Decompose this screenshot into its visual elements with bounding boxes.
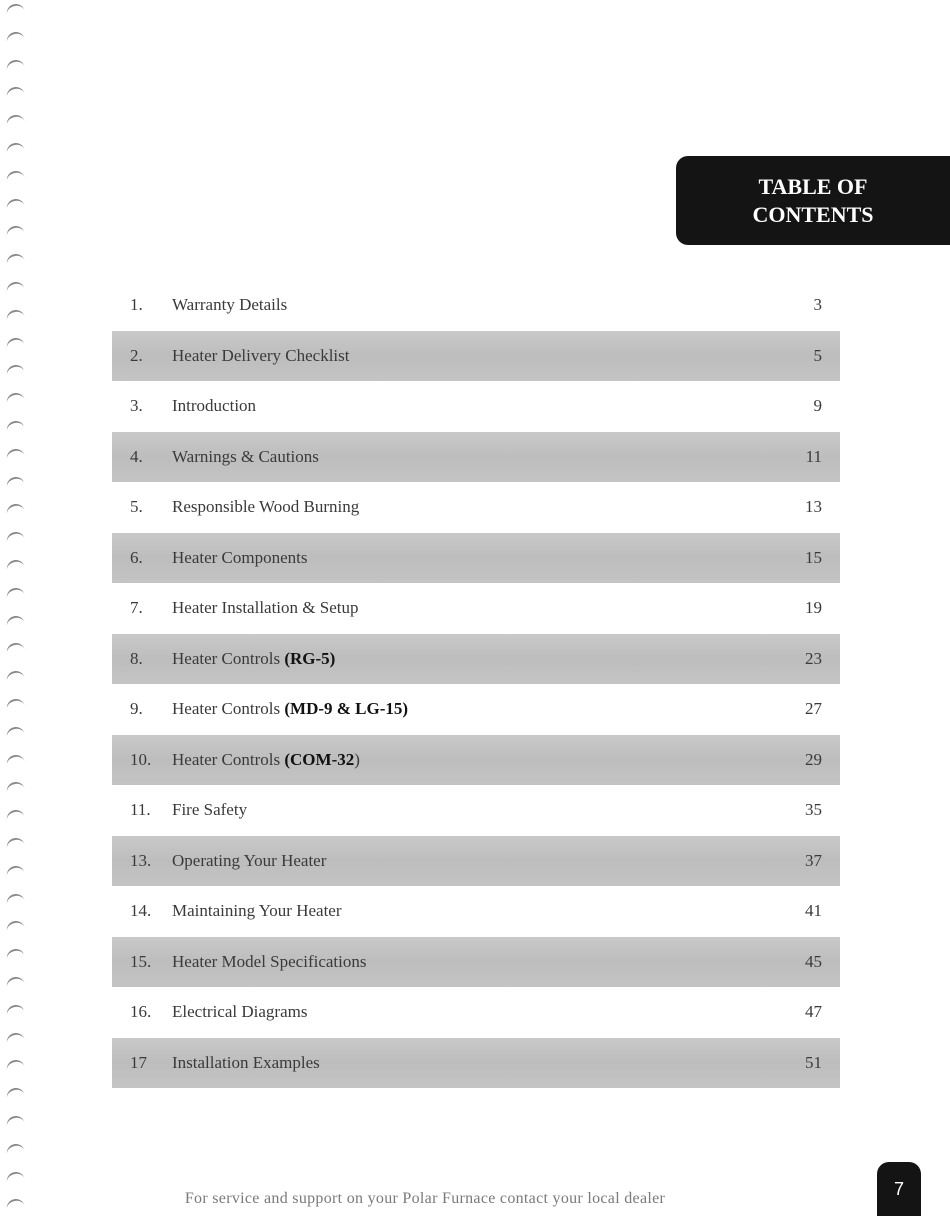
toc-title [172,750,360,770]
toc-title-text: Electrical Diagrams [172,1002,308,1022]
toc-number: 3. [130,396,143,416]
toc-number: 16. [130,1002,152,1022]
toc-number: 9. [130,699,143,719]
toc-title [172,851,326,871]
toc-page-number: 23 [805,648,822,668]
binding-ring [5,530,25,544]
binding-ring [5,30,25,44]
toc-page-number: 35 [805,800,822,820]
binding-ring [5,1031,25,1045]
binding-ring [5,391,25,405]
binding-ring [5,1142,25,1156]
binding-ring [5,503,25,517]
toc-row[interactable] [112,785,840,836]
toc-title-model: (COM-32 [284,749,355,769]
binding-ring [5,975,25,989]
toc-title [172,1053,320,1073]
toc-page-number: 27 [805,699,822,719]
toc-number: 10. [130,749,152,769]
toc-number: 13. [130,850,152,870]
binding-ring [5,808,25,822]
toc-page-number: 19 [805,598,822,618]
section-title-tab [676,156,950,245]
binding-ring [5,113,25,127]
toc-row[interactable] [112,280,840,331]
toc-page-number: 3 [813,295,822,315]
toc-page-number: 47 [805,1002,822,1022]
toc-row[interactable] [112,937,840,988]
binding-ring [5,920,25,934]
toc-title [172,800,247,820]
binding-ring [5,697,25,711]
toc-title-text: Heater Delivery Checklist [172,345,350,365]
toc-page-number: 11 [805,446,822,466]
toc-row[interactable] [112,583,840,634]
toc-number: 1. [130,295,143,315]
binding-ring [5,336,25,350]
binding-ring [5,419,25,433]
binding-ring [5,892,25,906]
toc-number: 5. [130,497,143,517]
spiral-binding [0,0,40,1229]
toc-number: 7. [130,598,143,618]
toc-row[interactable] [112,836,840,887]
toc-title [172,598,358,618]
binding-ring [5,725,25,739]
toc-title [172,396,256,416]
toc-page-number: 41 [805,901,822,921]
toc-row[interactable] [112,1038,840,1089]
binding-ring [5,836,25,850]
binding-ring [5,864,25,878]
binding-ring [5,280,25,294]
binding-ring [5,1059,25,1073]
toc-title-text: Warnings & Cautions [172,446,319,466]
toc-title-text: Heater Installation & Setup [172,598,359,618]
toc-title [172,548,308,568]
binding-ring [5,364,25,378]
toc-row[interactable] [112,331,840,382]
toc-title-text: Responsible Wood Burning [172,497,360,517]
toc-title [172,295,287,315]
toc-title [172,901,342,921]
toc-title-text: Heater Components [172,547,308,567]
binding-ring [5,614,25,628]
toc-title [172,497,359,517]
toc-title [172,952,367,972]
toc-title-text: Introduction [172,396,257,416]
toc-number: 14. [130,901,152,921]
toc-page-number: 15 [805,547,822,567]
section-title-line-2: CONTENTS [752,201,874,227]
toc-number: 15. [130,951,152,971]
toc-page-number: 29 [805,749,822,769]
toc-row[interactable] [112,735,840,786]
binding-ring [5,586,25,600]
binding-ring [5,141,25,155]
toc-title-text: Warranty Details [172,295,288,315]
binding-ring [5,197,25,211]
toc-title-text: Heater Controls [172,749,285,769]
toc-page-number: 5 [813,345,822,365]
toc-row[interactable] [112,533,840,584]
toc-row[interactable] [112,886,840,937]
toc-row[interactable] [112,987,840,1038]
toc-row[interactable] [112,684,840,735]
toc-title-text: Heater Model Specifications [172,951,367,971]
toc-number: 8. [130,648,143,668]
binding-ring [5,447,25,461]
binding-ring [5,169,25,183]
binding-ring [5,642,25,656]
toc-title-model: (MD-9 & LG-15) [284,699,409,719]
binding-ring [5,1170,25,1184]
toc-page-number: 13 [805,497,822,517]
toc-row[interactable] [112,381,840,432]
binding-ring [5,1086,25,1100]
toc-title [172,1002,307,1022]
binding-ring [5,308,25,322]
binding-ring [5,225,25,239]
toc-page-number: 37 [805,850,822,870]
toc-title-model: (RG-5) [284,648,336,668]
page-number: 7 [893,1178,904,1199]
toc-number: 2. [130,345,143,365]
binding-ring [5,753,25,767]
binding-ring [5,252,25,266]
toc-number: 4. [130,446,143,466]
toc-number: 17 [130,1052,147,1072]
binding-ring [5,947,25,961]
binding-ring [5,58,25,72]
toc-title-text: Heater Controls [172,648,285,668]
toc-row[interactable] [112,482,840,533]
toc-title-tail: ) [354,749,360,769]
toc-title-text: Installation Examples [172,1052,320,1072]
toc-page-number: 51 [805,1052,822,1072]
toc-title-text: Maintaining Your Heater [172,901,342,921]
binding-ring [5,475,25,489]
toc-row[interactable] [112,432,840,483]
binding-ring [5,1003,25,1017]
toc-title [172,699,408,719]
binding-ring [5,781,25,795]
toc-title-text: Fire Safety [172,800,248,820]
footer-text: For service and support on your Polar Furnace contact your local dealer [184,1190,666,1207]
toc-title-text: Operating Your Heater [172,850,327,870]
binding-ring [5,558,25,572]
toc-title-text: Heater Controls [172,699,285,719]
binding-ring [5,2,25,16]
toc-row[interactable] [112,634,840,685]
toc-title [172,447,319,467]
toc-number: 11. [130,800,151,820]
binding-ring [5,1114,25,1128]
toc-page-number: 9 [813,396,822,416]
toc-page-number: 45 [805,951,822,971]
table-of-contents [112,280,840,1088]
page-number-badge [877,1162,921,1216]
binding-ring [5,86,25,100]
toc-title [172,346,350,366]
binding-ring [5,669,25,683]
toc-title [172,649,335,669]
toc-number: 6. [130,547,143,567]
section-title-line-1: TABLE OF [758,173,868,199]
